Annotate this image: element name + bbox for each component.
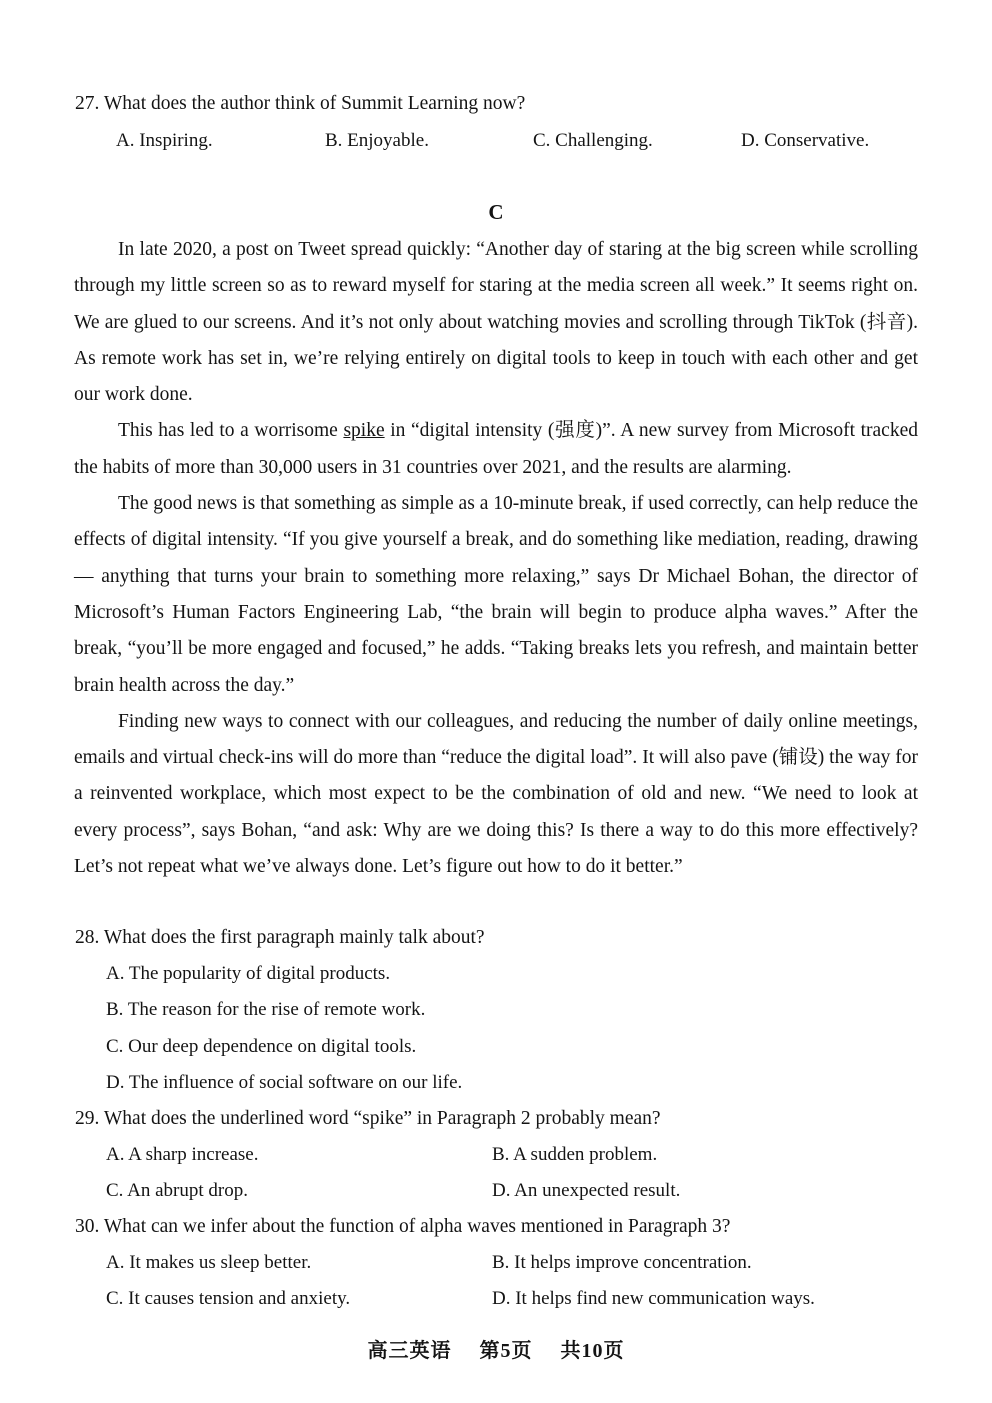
question-27-option-b: B. Enjoyable. — [325, 130, 429, 151]
question-27-option-a: A. Inspiring. — [116, 130, 213, 151]
question-30-option-a: A. It makes us sleep better. — [106, 1252, 312, 1273]
question-29-option-a: A. A sharp increase. — [106, 1144, 259, 1165]
question-27-option-c: C. Challenging. — [533, 130, 653, 151]
question-30-option-b: B. It helps improve concentration. — [492, 1252, 752, 1273]
question-27-stem: 27. What does the author think of Summit Learning now? — [75, 93, 526, 114]
question-29-option-b: B. A sudden problem. — [492, 1144, 658, 1165]
passage-paragraph-2: This has led to a worrisome spike in “digital intensity (强度)”. A new survey from Microsoft tracked the habits of more than 30,000 users in 31 countries over 2021, and the results are alarming. — [74, 420, 918, 478]
question-28-option-a: A. The popularity of digital products. — [106, 963, 391, 984]
section-heading: C — [488, 200, 504, 224]
question-30-option-c: C. It causes tension and anxiety. — [106, 1288, 351, 1309]
question-30-option-d: D. It helps find new communication ways. — [492, 1288, 815, 1309]
underlined-word-spike: spike — [343, 420, 385, 442]
question-28-option-c: C. Our deep dependence on digital tools. — [106, 1036, 417, 1057]
footer-total-pages: 共10页 — [560, 1340, 625, 1362]
passage-paragraph-1: In late 2020, a post on Tweet spread quickly: “Another day of staring at the big screen while scrolling through my little screen so as to reward myself for staring at the media screen all week.” It seems right on. We are glued to our screens. And it’s not only about watching movies and scrolling through TikTok (抖音). As remote work has set in, we’re relying entirely on digital tools to keep in touch with each other and get our work done. — [74, 239, 918, 406]
question-29-option-d: D. An unexpected result. — [492, 1180, 681, 1201]
passage-paragraph-3: The good news is that something as simple as a 10-minute break, if used correctly, can help reduce the effects of digital intensity. “If you give yourself a break, and do something like mediation, reading, drawing — anything that turns your brain to something more relaxing,” says Dr Michael Bohan, the director of Microsoft’s Human Factors Engineering Lab, “the brain will begin to produce alpha waves.” After the break, “you’ll be more engaged and focused,” he adds. “Taking breaks lets you refresh, and maintain better brain health across the day.” — [74, 493, 918, 696]
question-29-stem: 29. What does the underlined word “spike” in Paragraph 2 probably mean? — [75, 1108, 661, 1129]
footer-page-number: 第5页 — [479, 1340, 533, 1362]
question-28-option-d: D. The influence of social software on our life. — [106, 1072, 463, 1093]
question-28-option-b: B. The reason for the rise of remote work. — [106, 999, 426, 1020]
footer-subject: 高三英语 — [367, 1340, 452, 1362]
passage-paragraph-4: Finding new ways to connect with our colleagues, and reducing the number of daily online meetings, emails and virtual check-ins will do more than “reduce the digital load”. It will also pave (铺设) the way for a reinvented workplace, which most expect to be the combination of old and new. “We need to look at every process”, says Bohan, “and ask: Why are we doing this? Is there a way to do this more effectively? Let’s not repeat what we’ve always done. Let’s figure out how to do it better.” — [74, 710, 918, 878]
question-27-option-d: D. Conservative. — [741, 130, 870, 151]
question-29-option-c: C. An abrupt drop. — [106, 1180, 248, 1201]
question-30-stem: 30. What can we infer about the function of alpha waves mentioned in Paragraph 3? — [75, 1216, 731, 1237]
reading-passage — [74, 232, 918, 885]
question-28-stem: 28. What does the first paragraph mainly talk about? — [75, 927, 485, 948]
page-footer — [0, 1334, 992, 1363]
